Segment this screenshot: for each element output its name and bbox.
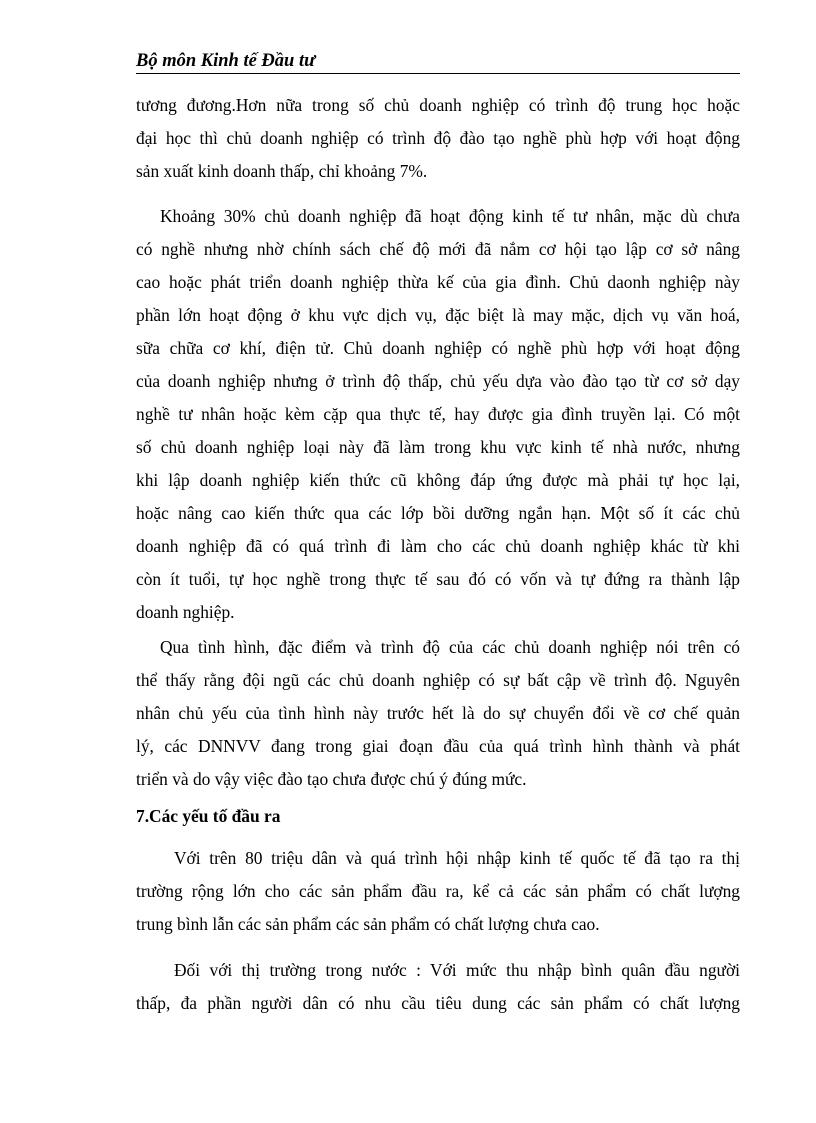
paragraph-line: còn ít tuổi, tự học nghề trong thực tế sau đó có vốn và tự đứng ra thành lập — [136, 569, 740, 589]
paragraph-line: trường rộng lớn cho các sản phẩm đầu ra, kể cả các sản phẩm có chất lượng — [136, 881, 740, 901]
section-heading: 7.Các yếu tố đầu ra — [136, 806, 281, 826]
paragraph-line: Qua tình hình, đặc điểm và trình độ của các chủ doanh nghiệp nói trên có — [160, 637, 740, 657]
page-header: Bộ môn Kinh tế Đầu tư — [136, 50, 740, 74]
paragraph-line: doanh nghiệp đã có quá trình đi làm cho các chủ doanh nghiệp khác từ khi — [136, 536, 740, 556]
paragraph-line: tương đương.Hơn nữa trong số chủ doanh nghiệp có trình độ trung học hoặc — [136, 95, 740, 115]
paragraph-line: sữa chữa cơ khí, điện tử. Chủ doanh nghiệp có nghề phù hợp với hoạt động — [136, 338, 740, 358]
paragraph-line: Khoảng 30% chủ doanh nghiệp đã hoạt động kinh tế tư nhân, mặc dù chưa — [160, 206, 740, 226]
section-paragraph-2 — [136, 954, 740, 1020]
section-paragraph-1 — [136, 842, 740, 941]
paragraph-line: đại học thì chủ doanh nghiệp có trình độ đào tạo nghề phù hợp với hoạt động — [136, 128, 740, 148]
paragraph-line: có nghề nhưng nhờ chính sách chế độ mới đã nắm cơ hội tạo lập cơ sở nâng — [136, 239, 740, 259]
paragraph-line: Với trên 80 triệu dân và quá trình hội nhập kinh tế quốc tế đã tạo ra thị — [174, 848, 740, 868]
paragraph-line: số chủ doanh nghiệp loại này đã làm trong khu vực kinh tế nhà nước, nhưng — [136, 437, 740, 457]
paragraph-2 — [136, 200, 740, 629]
paragraph-line: cao hoặc phát triển doanh nghiệp thừa kế của gia đình. Chủ daonh nghiệp này — [136, 272, 740, 292]
paragraph-line: trung bình lẫn các sản phẩm các sản phẩm có chất lượng chưa cao. — [136, 914, 600, 934]
document-page — [136, 50, 740, 74]
paragraph-line: khi lập doanh nghiệp kiến thức cũ không đáp ứng được mà phải tự học lại, — [136, 470, 740, 490]
paragraph-line: doanh nghiệp. — [136, 602, 235, 622]
paragraph-line: của doanh nghiệp nhưng ở trình độ thấp, chủ yếu dựa vào đào tạo từ cơ sở dạy — [136, 371, 740, 391]
paragraph-line: lý, các DNNVV đang trong giai đoạn đầu của quá trình hình thành và phát — [136, 736, 740, 756]
paragraph-line: Đối với thị trường trong nước : Với mức thu nhập bình quân đầu người — [174, 960, 740, 980]
paragraph-line: phần lớn hoạt động ở khu vực dịch vụ, đặc biệt là may mặc, dịch vụ văn hoá, — [136, 305, 740, 325]
paragraph-line: thể thấy rằng đội ngũ các chủ doanh nghiệp có sự bất cập về trình độ. Nguyên — [136, 670, 740, 690]
paragraph-1 — [136, 89, 740, 188]
paragraph-3 — [136, 631, 740, 796]
paragraph-line: hoặc nâng cao kiến thức qua các lớp bồi dưỡng ngắn hạn. Một số ít các chủ — [136, 503, 740, 523]
paragraph-line: nghề tư nhân hoặc kèm cặp qua thực tế, hay được gia đình truyền lại. Có một — [136, 404, 740, 424]
paragraph-line: sản xuất kinh doanh thấp, chỉ khoảng 7%. — [136, 161, 428, 181]
paragraph-line: triển và do vậy việc đào tạo chưa được chú ý đúng mức. — [136, 769, 527, 789]
paragraph-line: nhân chủ yếu của tình hình này trước hết là do sự chuyển đổi về cơ chế quản — [136, 703, 740, 723]
paragraph-line: thấp, đa phần người dân có nhu cầu tiêu dung các sản phẩm có chất lượng — [136, 993, 740, 1013]
